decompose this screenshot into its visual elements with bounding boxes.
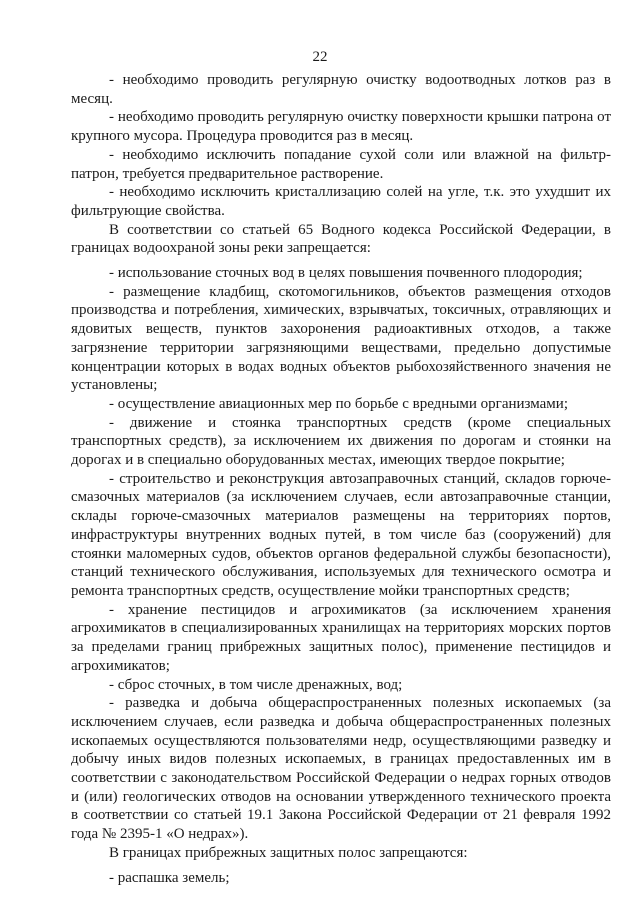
list-item-cemeteries-waste: - размещение кладбищ, скотомогильников, объектов размещения отходов производства и потребления, химических, взрывчатых, токсичных, отравляющих и ядовитых веществ, пунктов захоронения радиоактивных отходов, а также загрязнение территории загрязняющими веществами, предельно допустимые концентрации которых в водах водных объектов рыбохозяйственного значения не установлены; bbox=[71, 283, 611, 394]
paragraph-exclude-crystallization: - необходимо исключить кристаллизацию солей на угле, т.к. это ухудшит их фильтрующие свойства. bbox=[71, 184, 611, 219]
list-item-vehicle-parking: - движение и стоянка транспортных средств (кроме специальных транспортных средств), за исключением их движения по дорогам и стоянки на дорогах и в специально оборудованных местах, имеющих твердое покрытие; bbox=[71, 414, 611, 469]
list-item-pesticides: - хранение пестицидов и агрохимикатов (за исключением хранения агрохимикатов в специализированных хранилищах на территориях морских портов за пределами границ прибрежных защитных полос), применение пестицидов и агрохимикатов; bbox=[71, 601, 611, 674]
list-item-wastewater-discharge: - сброс сточных, в том числе дренажных, вод; bbox=[109, 676, 403, 693]
document-body bbox=[71, 71, 611, 887]
paragraph-exclude-dry-salt: - необходимо исключить попадание сухой соли или влажной на фильтр-патрон, требуется предварительное растворение. bbox=[71, 146, 611, 182]
paragraph-clean-cartridge-lid: - необходимо проводить регулярную очистку поверхности крышки патрона от крупного мусора. Процедура проводится раз в месяц. bbox=[71, 109, 611, 145]
page-number: 22 bbox=[312, 49, 328, 65]
list-item-aviation-measures: - осуществление авиационных мер по борьбе с вредными организмами; bbox=[109, 395, 568, 412]
paragraph-protective-strips-intro: В границах прибрежных защитных полос запрещаются: bbox=[109, 844, 468, 861]
list-item-plowing: - распашка земель; bbox=[109, 869, 230, 886]
paragraph-water-code-intro: В соответствии со статьей 65 Водного кодекса Российской Федерации, в границах водоохраной зоны реки запрещается: bbox=[71, 221, 611, 257]
list-item-fuel-stations: - строительство и реконструкция автозаправочных станций, складов горюче-смазочных материалов (за исключением случаев, если автозаправочные станции, склады горюче-смазочных материалов размещены на территориях портов, инфраструктуры внутренних водных путей, в том числе баз (сооружений) для стоянки маломерных судов, объектов органов федеральной службы безопасности), станций технического обслуживания, используемых для технического осмотра и ремонта транспортных средств, осуществление мойки транспортных средств; bbox=[71, 470, 611, 599]
paragraph-clean-drainage-trays: - необходимо проводить регулярную очистку водоотводных лотков раз в месяц. bbox=[71, 72, 611, 107]
list-item-mineral-extraction: - разведка и добыча общераспространенных полезных ископаемых (за исключением случаев, если разведка и добыча общераспространенных полезных ископаемых осуществляются пользователями недр, осуществляющими разведку и добычу иных видов полезных ископаемых, в границах предоставленных им в соответствии с законодательством Российской Федерации о недрах горных отводов и (или) геологических отводов на основании утвержденного технического проекта в соответствии со статьей 19.1 Закона Российской Федерации от 21 февраля 1992 года № 2395-1 «О недрах»). bbox=[71, 695, 611, 843]
list-item-wastewater: - использование сточных вод в целях повышения почвенного плодородия; bbox=[109, 265, 583, 282]
